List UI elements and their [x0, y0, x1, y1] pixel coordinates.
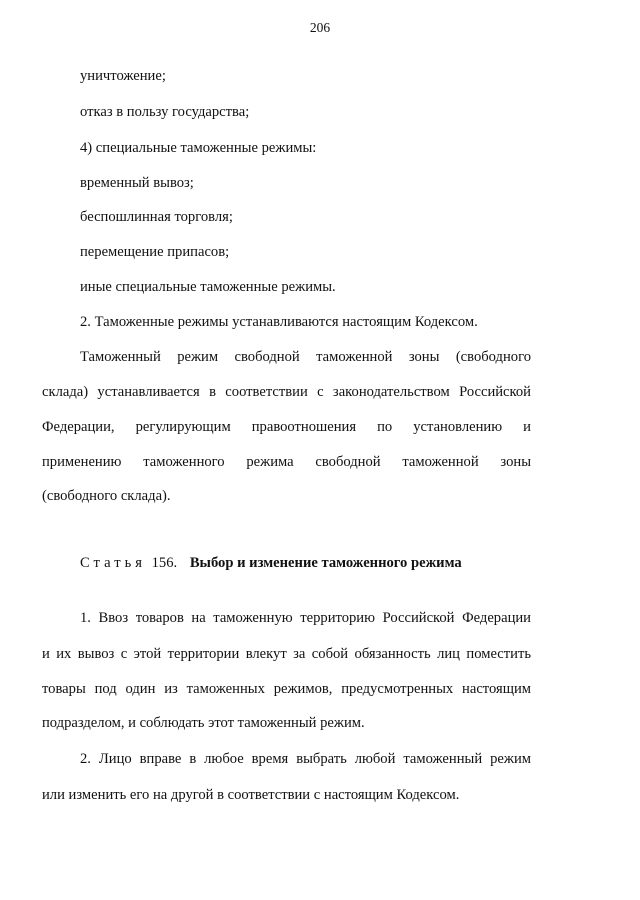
paragraph-line: 1. Ввоз товаров на таможенную территорию Российской Федерации [80, 610, 531, 626]
paragraph-line: или изменить его на другой в соответствии с настоящим Кодексом. [42, 787, 460, 803]
list-item: 4) специальные таможенные режимы: [80, 140, 317, 156]
page-number: 206 [309, 20, 331, 35]
article-heading [80, 554, 462, 572]
paragraph-line: применению таможенного режима свободной таможенной зоны [42, 454, 531, 470]
article-label: Статья [80, 555, 146, 571]
list-item: беспошлинная торговля; [80, 209, 233, 225]
paragraph-line: Федерации, регулирующим правоотношения по установлению и [42, 419, 531, 435]
list-item: уничтожение; [80, 68, 166, 84]
article-number: 156. [151, 555, 178, 571]
paragraph-line: и их вывоз с этой территории влекут за собой обязанность лиц поместить [42, 646, 531, 662]
paragraph-line: склада) устанавливается в соответствии с законодательством Российской [42, 384, 531, 400]
list-item: временный вывоз; [80, 175, 194, 191]
article-title: Выбор и изменение таможенного режима [189, 555, 462, 571]
paragraph-2: 2. Таможенные режимы устанавливаются настоящим Кодексом. [80, 314, 478, 330]
paragraph-line: 2. Лицо вправе в любое время выбрать любой таможенный режим [80, 751, 531, 767]
paragraph-line: подразделом, и соблюдать этот таможенный режим. [42, 715, 365, 731]
paragraph-line: товары под один из таможенных режимов, предусмотренных настоящим [42, 681, 531, 697]
list-item: отказ в пользу государства; [80, 104, 250, 120]
paragraph-line: (свободного склада). [42, 488, 171, 504]
list-item: иные специальные таможенные режимы. [80, 279, 336, 295]
list-item: перемещение припасов; [80, 244, 230, 260]
paragraph-line: Таможенный режим свободной таможенной зоны (свободного [80, 349, 531, 365]
